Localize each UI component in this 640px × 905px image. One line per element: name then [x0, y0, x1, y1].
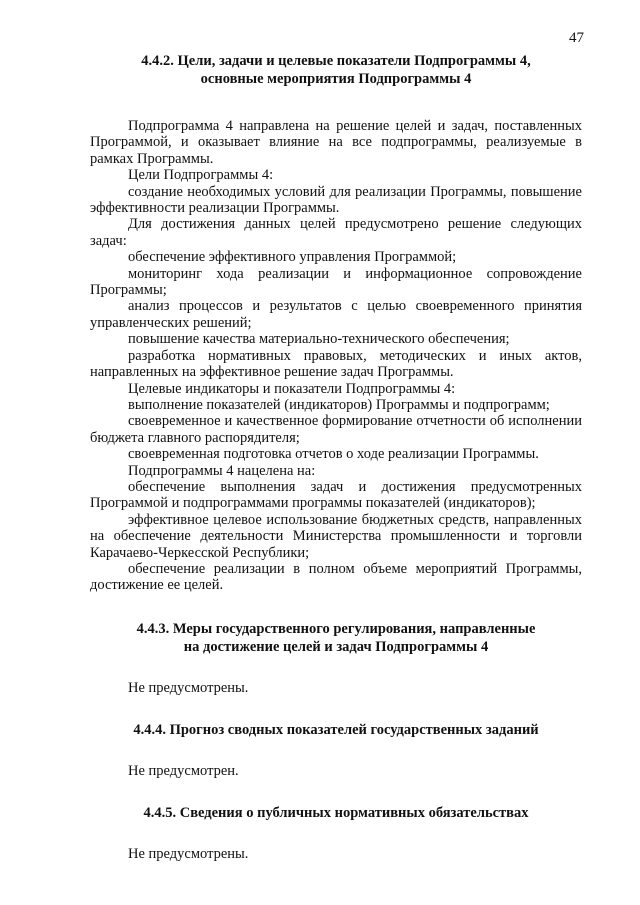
paragraph: мониторинг хода реализации и информационное сопровождение Программы; — [90, 265, 582, 299]
paragraph: своевременное и качественное формирование отчетности об исполнении бюджета главного распорядителя; — [90, 413, 582, 446]
section-442-title-line2: основные мероприятия Подпрограммы 4 — [200, 71, 472, 87]
paragraph: Цели Подпрограммы 4: — [128, 167, 274, 184]
section-443-title — [90, 620, 582, 656]
section-443-text: Не предусмотрены. — [128, 679, 249, 696]
section-442-body — [90, 118, 582, 594]
section-443-title-line2: на достижение целей и задач Подпрограммы 4 — [183, 638, 489, 655]
paragraph: Подпрограмма 4 направлена на решение целей и задач, поставленных Программой, и оказывает влияние на все подпрограммы, реализуемые в рамках Программы. — [90, 118, 582, 167]
section-444-text: Не предусмотрен. — [128, 762, 239, 779]
section-445-text: Не предусмотрены. — [128, 845, 249, 862]
paragraph: создание необходимых условий для реализации Программы, повышение эффективности реализации Программы. — [90, 183, 582, 217]
paragraph: Для достижения данных целей предусмотрено решение следующих задач: — [90, 216, 582, 249]
page-number: 47 — [569, 30, 584, 46]
paragraph: Целевые индикаторы и показатели Подпрограммы 4: — [128, 380, 456, 397]
paragraph: повышение качества материально-технического обеспечения; — [128, 331, 510, 348]
paragraph: эффективное целевое использование бюджетных средств, направленных на обеспечение деятельности Министерства промышленности и торговли Карачаево-Черкесской Республики; — [90, 511, 582, 561]
paragraph: обеспечение реализации в полном объеме мероприятий Программы, достижение ее целей. — [90, 560, 582, 594]
paragraph: обеспечение выполнения задач и достижения предусмотренных Программой и подпрограммами программы показателей (индикаторов); — [90, 478, 582, 512]
section-444-title: 4.4.4. Прогноз сводных показателей государственных заданий — [133, 721, 539, 738]
paragraph: выполнение показателей (индикаторов) Программы и подпрограмм; — [128, 396, 550, 413]
paragraph: разработка нормативных правовых, методических и иных актов, направленных на эффективное решение задач Программы. — [90, 347, 582, 381]
document-page — [90, 52, 582, 863]
paragraph: анализ процессов и результатов с целью своевременного принятия управленческих решений; — [90, 298, 582, 331]
paragraph: Подпрограммы 4 нацелена на: — [128, 462, 316, 479]
paragraph: обеспечение эффективного управления Программой; — [128, 249, 457, 266]
paragraph: своевременная подготовка отчетов о ходе реализации Программы. — [128, 446, 539, 463]
section-442-title — [90, 52, 582, 88]
section-442-title-line1: 4.4.2. Цели, задачи и целевые показатели Подпрограммы 4, — [141, 53, 531, 69]
section-445-title: 4.4.5. Сведения о публичных нормативных обязательствах — [143, 804, 529, 821]
section-443-title-line1: 4.4.3. Меры государственного регулирования, направленные — [136, 620, 536, 637]
